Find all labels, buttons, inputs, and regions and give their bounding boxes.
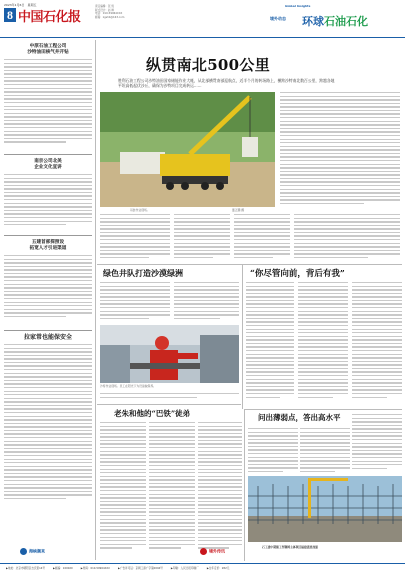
scaffold-photo [248, 476, 402, 542]
channel-title [302, 13, 368, 29]
sidebar-body-2 [4, 174, 92, 232]
footer-printer: ▶印刷：人民日报印刷厂 [170, 567, 199, 570]
logo-left-text: 海峡潮来 [29, 548, 45, 554]
sidebar-headline-3: 五建首部探照设 拓宽人才引进渠道 [29, 240, 67, 251]
green-body-1 [100, 282, 170, 322]
construction-photo-caption: 石工建中期储工作钢网主体项目福建进展加速 [262, 545, 318, 549]
lead-photo-credit: 董正鹏 摄 [232, 208, 245, 212]
column-separator [95, 40, 96, 560]
designer-line: 版式设计：赵 晔 [95, 8, 114, 12]
sidebar-headline-1: 中原石油工程公司 沙特油田核气井开钻 [27, 44, 69, 55]
green-photo [100, 325, 239, 383]
sidebar-body-1 [4, 59, 92, 151]
forward-story-headline: “你尽管向前，背后有我” [250, 269, 345, 279]
phone-line: 电话：010-59964XXX [95, 12, 123, 16]
barwo-body-3 [198, 422, 242, 557]
sidebar-body-3 [4, 255, 92, 327]
section-divider [244, 409, 402, 410]
footer-postcode: ▶邮编：100020 [53, 567, 73, 570]
green-body-3 [100, 393, 239, 401]
hello-body-3 [352, 414, 402, 474]
editor-info [95, 5, 155, 19]
green-photo-caption: 沙特作业现场。员工在阳光下为设备做保养。 [100, 384, 156, 388]
logo-mid-text: 境外传讯 [209, 548, 225, 554]
lead-text: 胜利石油工程公司沙特油田国家储能作业大帐，从北部横贯南部巡航点，近半个月的转场路上，横跨沙特南北数百公里，跨越各地平坦高低起伏沙丘，确保为沙特项目完成转运…… [118, 78, 335, 88]
lead-photo [100, 92, 275, 207]
hello-body-2 [300, 428, 350, 474]
footer-fax: ▶传真：010-59964XXX [80, 567, 110, 570]
logo-mark-icon [200, 548, 207, 555]
masthead-title: 中国石化报 [18, 10, 81, 25]
sidebar [4, 40, 92, 504]
barwo-body-2 [149, 422, 195, 557]
sidebar-divider [4, 154, 92, 155]
logo-mid [200, 548, 225, 555]
lead-headline: 纵贯南北500公里 [146, 56, 271, 74]
channel-english: Global Insights [285, 4, 311, 8]
forward-body-1 [246, 282, 294, 404]
column-separator [244, 409, 245, 561]
construction-photo [248, 476, 402, 542]
lead-body-col3 [234, 214, 290, 262]
section-divider [97, 404, 241, 405]
page-footer [0, 563, 405, 575]
channel-subtitle: 境外动态 [270, 16, 286, 21]
lead-body-right [280, 92, 400, 210]
sidebar-divider [4, 235, 92, 236]
footer-price: ▶全年定价：282元 [206, 567, 230, 570]
sidebar-column-body [4, 344, 92, 504]
issue-date: 2023年1月6日 星期五 [4, 3, 37, 7]
footer-license: ▶广告许可证：京朝工商广字第0094号 [117, 567, 163, 570]
green-body-2 [174, 282, 239, 322]
column-separator [242, 264, 243, 409]
lead-body-col2 [174, 214, 230, 262]
channel-title-b: 石油石化 [324, 15, 368, 28]
page-number: 8 [4, 8, 16, 22]
lead-body-col1 [100, 214, 170, 262]
sidebar-divider [4, 330, 92, 331]
crane-photo [100, 92, 275, 207]
lead-photo-caption: 吊装作业现场。 [130, 208, 150, 212]
footer-address: ▶地址：北京市朝阳区吉庆里14号 [6, 567, 46, 570]
sidebar-headline-2: 南京公司北美 企业文化宣讲 [34, 159, 62, 170]
barwo-body-1 [100, 422, 146, 557]
email-line: 邮箱：zgshb@163.com [95, 15, 125, 19]
forward-body-2 [298, 282, 348, 404]
logo-left [20, 548, 45, 555]
section-divider [97, 264, 402, 265]
logo-mark-icon [20, 548, 27, 555]
forward-body-3 [352, 282, 402, 404]
editor-line: 责任编辑：张 悦 [95, 5, 114, 8]
sidebar-column-headline: 拉家常也能保安全 [23, 334, 72, 341]
green-story-headline: 绿色井队打造沙漠绿洲 [103, 268, 183, 278]
page-header [0, 0, 405, 38]
channel-title-a: 环球 [302, 15, 324, 28]
hello-story-headline: 问出薄弱点，答出高水平 [258, 413, 341, 422]
hello-body-1 [248, 428, 298, 474]
lead-body-col4 [294, 214, 400, 262]
barwo-story-headline: 老朱和他的“巴铁”徒弟 [114, 409, 191, 418]
worker-photo [100, 325, 239, 383]
